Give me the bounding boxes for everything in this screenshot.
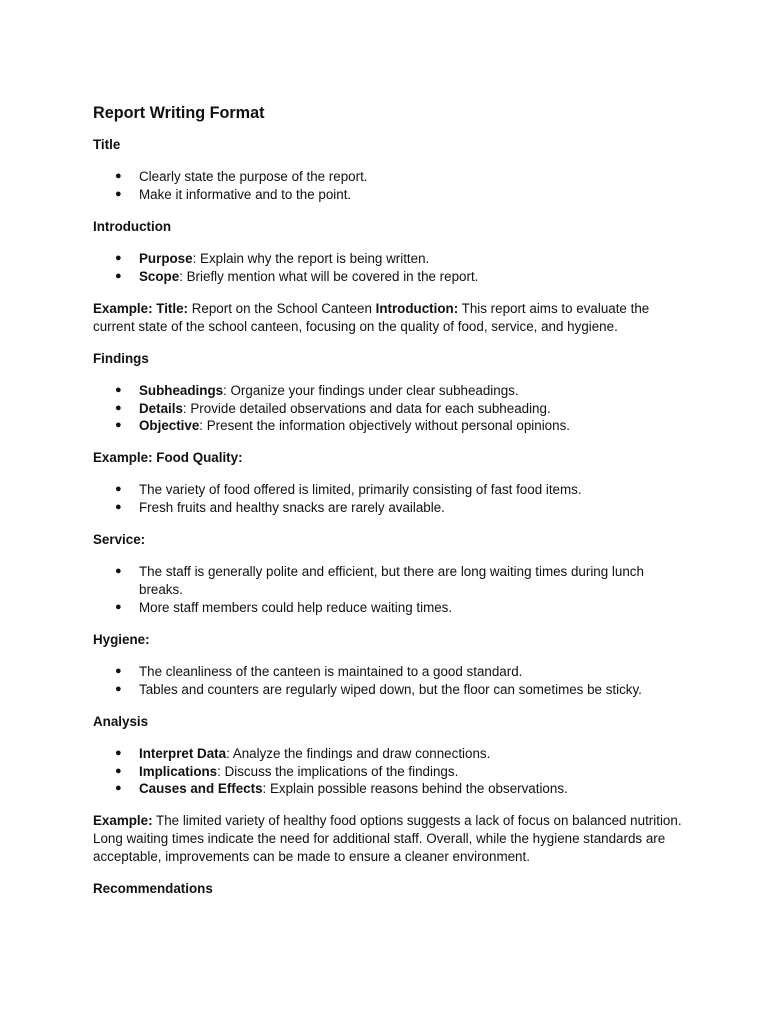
list-item-term: Objective [139,418,200,434]
section-heading-title: Title [93,137,121,152]
list-item-text: : Discuss the implications of the findings. [217,763,459,779]
list-item [93,382,683,400]
title-bullet-list [93,168,683,203]
list-item-text: : Explain why the report is being written. [192,251,430,267]
document-content [93,102,683,912]
section-heading-hygiene: Hygiene: [93,631,150,647]
list-item-term: Scope [139,268,180,284]
analysis-example-paragraph [93,812,683,865]
list-item-text: : Provide detailed observations and data for each subheading. [182,400,551,416]
document-title: Report Writing Format [93,104,265,122]
bullet-icon: ● [115,269,122,282]
list-item [93,400,683,418]
list-item [93,599,683,617]
bullet-icon: ● [115,682,122,695]
list-item-text: The variety of food offered is limited, primarily consisting of fast food items. [139,482,582,498]
list-item-text: Tables and counters are regularly wiped down, but the floor can sometimes be sticky. [139,681,642,697]
bullet-icon: ● [115,746,122,759]
section-heading-service: Service: [93,532,146,548]
bullet-icon: ● [115,764,122,777]
analysis-bullet-list [93,745,683,798]
section-heading-food-quality: Example: Food Quality: [93,450,243,466]
list-item [93,499,683,517]
introduction-bullet-list [93,250,683,285]
list-item-text: Fresh fruits and healthy snacks are rarely available. [139,500,445,516]
list-item [93,745,683,763]
bullet-icon: ● [115,600,122,613]
list-item [93,563,683,598]
bullet-icon: ● [115,187,122,200]
list-item-term: Implications [139,763,218,779]
list-item-term: Interpret Data [139,745,227,761]
bullet-icon: ● [115,170,122,183]
food-quality-bullet-list [93,481,683,516]
example-text: This report aims to evaluate the current state of the school canteen, focusing on the quality of food, service, and hygiene. [93,300,650,334]
hygiene-bullet-list [93,663,683,698]
example-text: The limited variety of healthy food options suggests a lack of focus on balanced nutrition. Long waiting times indicate the need for additional staff. Overall, while the hygiene standards are acceptable, improvements can be made to ensure a cleaner environment. [93,813,682,864]
list-item [93,481,683,499]
list-item [93,663,683,681]
findings-bullet-list [93,382,683,435]
bullet-icon: ● [115,252,122,265]
bullet-icon: ● [115,665,122,677]
list-item-text: The staff is generally polite and efficient, but there are long waiting times during lunch breaks. [139,564,644,598]
example-label: Introduction: [375,300,459,316]
list-item [93,250,683,268]
list-item-text: : Analyze the findings and draw connections. [226,745,491,761]
list-item [93,168,683,186]
list-item-text: : Briefly mention what will be covered in the report. [179,268,479,284]
list-item-text: Clearly state the purpose of the report. [139,169,368,185]
list-item-text: Make it informative and to the point. [139,186,352,202]
example-label: Example: [93,813,153,829]
bullet-icon: ● [115,401,122,414]
section-heading-findings: Findings [93,350,149,366]
list-item [93,780,683,798]
bullet-icon: ● [115,501,122,514]
bullet-icon: ● [115,782,122,795]
list-item [93,417,683,435]
bullet-icon: ● [115,565,122,578]
list-item-text: : Organize your findings under clear subheadings. [223,382,519,398]
bullet-icon: ● [115,483,122,496]
example-text: Report on the School Canteen [188,300,376,316]
list-item-text: : Present the information objectively without personal opinions. [199,418,570,434]
bullet-icon: ● [115,419,122,432]
section-heading-analysis: Analysis [93,713,149,729]
service-bullet-list [93,563,683,616]
example-label: Example: Title: [93,300,189,316]
list-item-term: Details [139,400,183,416]
list-item-text: The cleanliness of the canteen is maintained to a good standard. [139,664,523,679]
list-item [93,186,683,204]
list-item-term: Subheadings [139,382,224,398]
introduction-example-paragraph [93,300,683,335]
list-item-term: Causes and Effects [139,781,263,797]
section-heading-recommendations: Recommendations [93,880,213,896]
section-heading-introduction: Introduction [93,218,172,234]
list-item [93,681,683,699]
list-item [93,763,683,781]
list-item-text: More staff members could help reduce waiting times. [139,599,453,615]
list-item-text: : Explain possible reasons behind the observations. [262,781,568,797]
list-item [93,268,683,286]
list-item-term: Purpose [139,251,193,267]
bullet-icon: ● [115,383,122,396]
